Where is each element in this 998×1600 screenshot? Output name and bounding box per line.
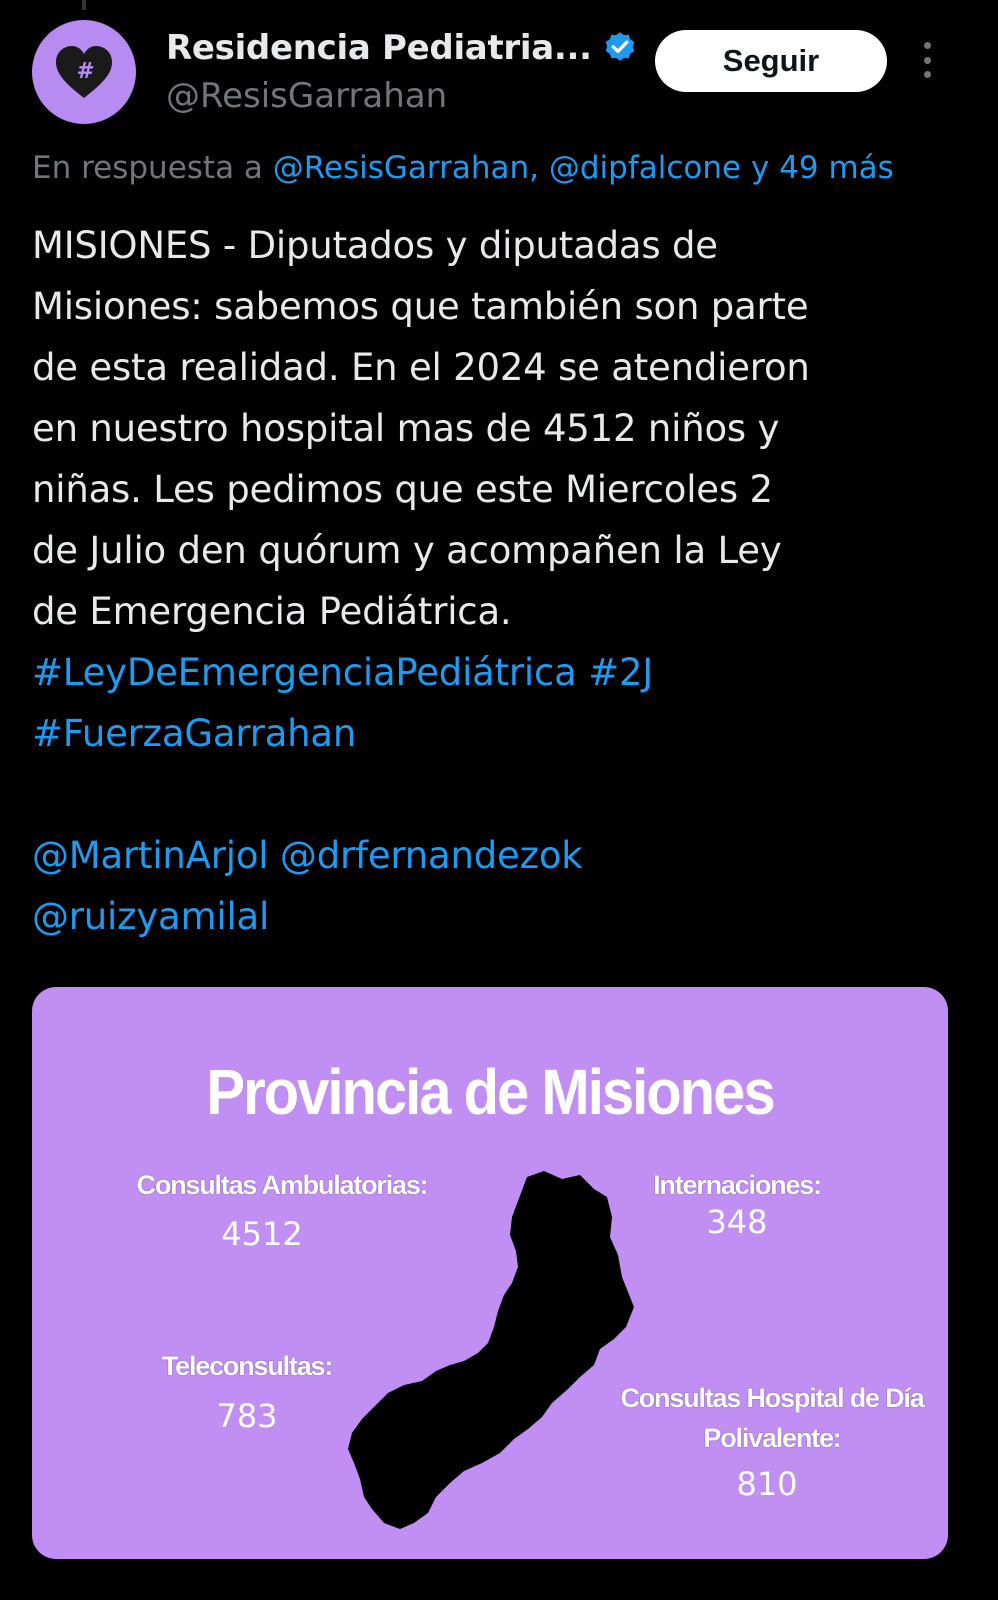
tweet-media-image[interactable]: [32, 987, 948, 1559]
blank-line: [32, 764, 962, 825]
tweet-line: niñas. Les pedimos que este Miercoles 2: [32, 468, 773, 511]
tweet-line: Misiones: sabemos que también son parte: [32, 285, 809, 328]
tweet-line: en nuestro hospital mas de 4512 niños y: [32, 407, 780, 450]
stat-ambulatorias-value: 4512: [221, 1215, 303, 1253]
tweet-text: [32, 215, 962, 947]
tweet-line: de Emergencia Pediátrica.: [32, 590, 512, 633]
thread-connector-line: [82, 0, 86, 10]
svg-text:#: #: [76, 59, 92, 84]
tweet-line: de Julio den quórum y acompañen la Ley: [32, 529, 782, 572]
stat-hospital-dia-label: Consultas Hospital de Día: [620, 1383, 924, 1413]
stat-hospital-dia-value: 810: [736, 1465, 798, 1503]
verified-badge-icon: [602, 30, 638, 66]
stat-teleconsultas-label: Teleconsultas:: [161, 1351, 333, 1381]
hashtag-links[interactable]: #LeyDeEmergenciaPediátrica #2J: [32, 651, 654, 694]
stat-internaciones-value: 348: [706, 1203, 768, 1241]
avatar[interactable]: [32, 20, 136, 124]
more-vertical-icon[interactable]: [917, 40, 937, 80]
stat-hospital-dia-label-2: Polivalente:: [703, 1423, 841, 1453]
misiones-province-map-icon: [332, 1167, 652, 1537]
follow-button[interactable]: Seguir: [655, 30, 887, 92]
author-display-name[interactable]: Residencia Pediatria...: [166, 28, 592, 68]
stat-ambulatorias-label: Consultas Ambulatorias:: [136, 1170, 428, 1200]
hashtag-link[interactable]: #FuerzaGarrahan: [32, 712, 357, 755]
hashtag-heart-icon: [52, 40, 116, 104]
tweet-line: MISIONES - Diputados y diputadas de: [32, 224, 718, 267]
mention-links[interactable]: @MartinArjol @drfernandezok: [32, 834, 583, 877]
tweet-line: de esta realidad. En el 2024 se atendieron: [32, 346, 810, 389]
reply-context: [32, 150, 998, 186]
author-handle[interactable]: @ResisGarrahan: [166, 76, 448, 116]
author-name-row[interactable]: [166, 28, 638, 68]
mention-link[interactable]: @ruizyamilal: [32, 895, 270, 938]
stat-teleconsultas-value: 783: [216, 1397, 278, 1435]
media-title: Provincia de Misiones: [206, 1056, 774, 1129]
stat-internaciones-label: Internaciones:: [653, 1170, 821, 1200]
reply-more-link[interactable]: y 49 más: [741, 150, 894, 186]
reply-mentions[interactable]: @ResisGarrahan, @dipfalcone: [272, 150, 742, 186]
reply-prefix: En respuesta a: [32, 150, 273, 186]
tweet-header: [32, 20, 972, 130]
